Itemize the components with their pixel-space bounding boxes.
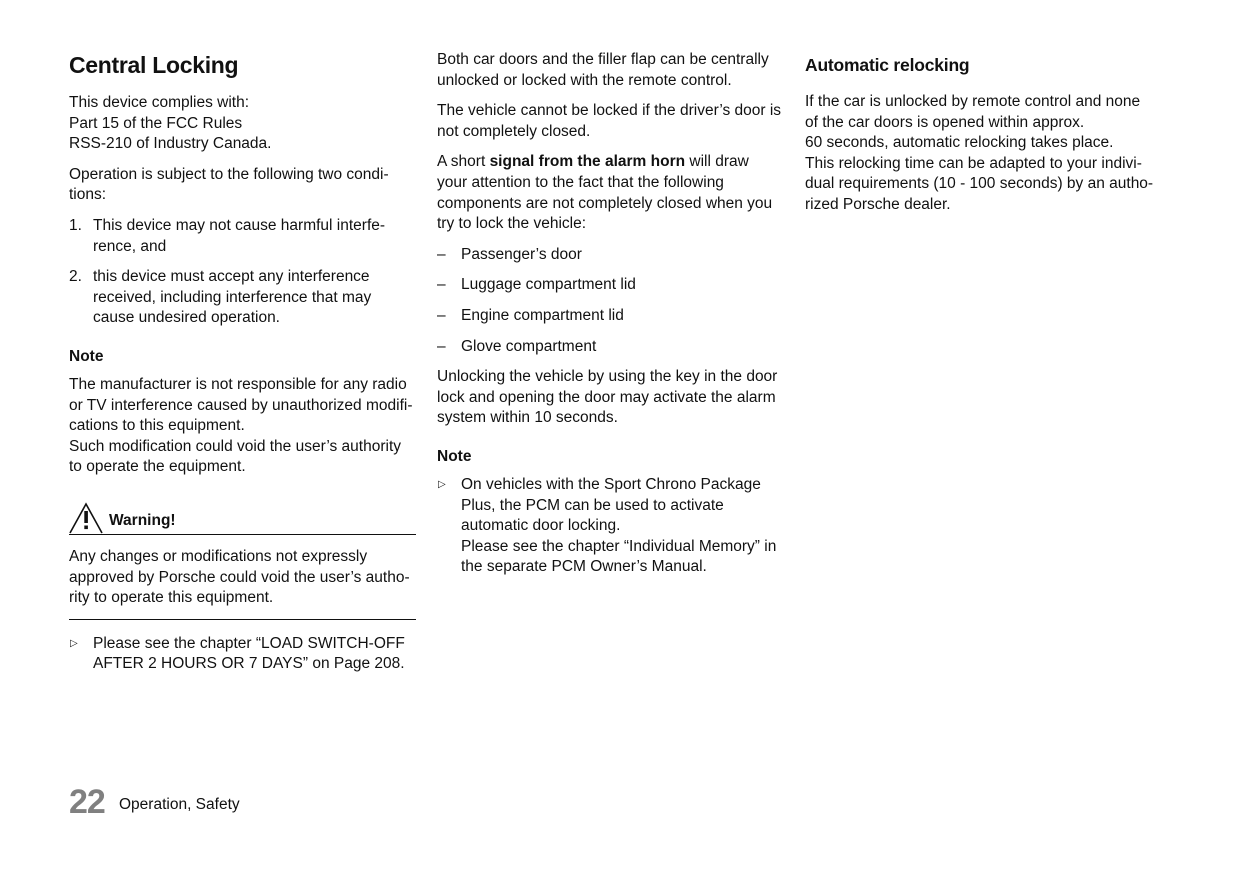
list-item-text: Luggage compartment lid bbox=[461, 276, 636, 294]
text-line: Part 15 of the FCC Rules bbox=[69, 114, 243, 132]
text-line: Please see the chapter “Individual Memory” in bbox=[461, 537, 777, 555]
text-line: system within 10 seconds. bbox=[437, 409, 618, 427]
text-line: Any changes or modifications not expressly bbox=[69, 547, 368, 565]
text-line: Please see the chapter “LOAD SWITCH-OFF bbox=[93, 634, 405, 652]
text-line: rity to operate this equipment. bbox=[69, 589, 274, 607]
note-paragraph bbox=[69, 375, 416, 478]
dash-bullet: – bbox=[437, 306, 446, 324]
text-run: A short bbox=[437, 153, 490, 171]
column-middle bbox=[437, 50, 784, 588]
text-line: received, including interference that may bbox=[93, 288, 372, 306]
text-line bbox=[437, 152, 784, 173]
dash-bullet: – bbox=[437, 245, 446, 263]
page-number: 22 bbox=[69, 783, 105, 821]
text-line: 60 seconds, automatic relocking takes place. bbox=[805, 134, 1114, 152]
text-line: This relocking time can be adapted to your indivi- bbox=[805, 154, 1142, 172]
dash-bullet: – bbox=[437, 276, 446, 294]
list-item bbox=[437, 245, 784, 266]
bold-phrase: signal from the alarm horn bbox=[489, 153, 686, 171]
text-line: cause undesired operation. bbox=[93, 309, 280, 327]
text-line: this device must accept any interference bbox=[93, 268, 370, 286]
text-line: or TV interference caused by unauthorized modifi- bbox=[69, 396, 413, 414]
list-item-text: Passenger’s door bbox=[461, 245, 582, 263]
list-item-text: Engine compartment lid bbox=[461, 306, 624, 324]
text-line: Such modification could void the user’s authority bbox=[69, 437, 402, 455]
note-list bbox=[437, 475, 784, 578]
list-item bbox=[69, 216, 416, 257]
text-line: try to lock the vehicle: bbox=[437, 215, 587, 233]
reference-item bbox=[69, 634, 416, 675]
warning-header bbox=[69, 502, 416, 535]
text-line: components are not completely closed when you bbox=[437, 194, 773, 212]
dash-bullet: – bbox=[437, 337, 446, 355]
compliance-paragraph bbox=[69, 93, 416, 155]
text-line: If the car is unlocked by remote control and none bbox=[805, 93, 1141, 110]
text-line: The manufacturer is not responsible for any radio bbox=[69, 375, 407, 393]
triangle-bullet-icon: ▷ bbox=[438, 478, 446, 490]
paragraph-alarm-horn bbox=[437, 152, 784, 234]
conditions-intro bbox=[69, 165, 416, 206]
text-line: This device may not cause harmful interfe- bbox=[93, 216, 386, 234]
note-heading: Note bbox=[437, 447, 472, 465]
warning-triangle-icon bbox=[69, 502, 105, 534]
text-line: dual requirements (10 - 100 seconds) by an autho- bbox=[805, 175, 1154, 193]
text-line: not completely closed. bbox=[437, 122, 591, 140]
text-line: your attention to the fact that the following bbox=[437, 173, 724, 191]
text-line: automatic door locking. bbox=[461, 517, 621, 535]
text-line: Operation is subject to the following two condi- bbox=[69, 165, 389, 183]
text-line: Plus, the PCM can be used to activate bbox=[461, 496, 724, 514]
relocking-paragraph bbox=[805, 92, 1157, 216]
section-heading: Automatic relocking bbox=[805, 55, 970, 75]
text-line: This device complies with: bbox=[69, 94, 250, 111]
text-line: of the car doors is opened within approx. bbox=[805, 113, 1085, 131]
list-item bbox=[437, 337, 784, 358]
paragraph-driver-door bbox=[437, 101, 784, 142]
text-line: rized Porsche dealer. bbox=[805, 195, 951, 213]
note-heading: Note bbox=[69, 347, 104, 365]
text-line: approved by Porsche could void the user’s autho- bbox=[69, 568, 410, 586]
list-item bbox=[437, 275, 784, 296]
column-left bbox=[69, 50, 416, 685]
column-right bbox=[805, 50, 1157, 226]
page-title: Central Locking bbox=[69, 52, 239, 78]
text-line: unlocked or locked with the remote control. bbox=[437, 71, 732, 89]
text-line: rence, and bbox=[93, 237, 167, 255]
paragraph-remote bbox=[437, 50, 784, 91]
conditions-list bbox=[69, 216, 416, 329]
text-line: On vehicles with the Sport Chrono Package bbox=[461, 475, 761, 493]
text-run: will draw bbox=[685, 153, 749, 171]
triangle-bullet-icon: ▷ bbox=[70, 637, 78, 649]
text-line: the separate PCM Owner’s Manual. bbox=[461, 558, 707, 576]
section-name: Operation, Safety bbox=[119, 796, 240, 813]
text-line: to operate the equipment. bbox=[69, 458, 246, 476]
warning-label: Warning! bbox=[109, 511, 176, 529]
list-item bbox=[437, 306, 784, 327]
text-line: tions: bbox=[69, 186, 107, 204]
list-number: 2. bbox=[69, 268, 82, 286]
text-line: lock and opening the door may activate the alarm bbox=[437, 388, 776, 406]
text-line: AFTER 2 HOURS OR 7 DAYS” on Page 208. bbox=[93, 655, 405, 673]
paragraph-key-unlock bbox=[437, 367, 784, 429]
warning-divider bbox=[69, 619, 416, 620]
text-line: The vehicle cannot be locked if the driver’s door is bbox=[437, 102, 782, 120]
text-line: Unlocking the vehicle by using the key in the door bbox=[437, 368, 778, 386]
list-item-text: Glove compartment bbox=[461, 337, 597, 355]
reference-list bbox=[69, 634, 416, 675]
text-line: Both car doors and the filler flap can be centrally bbox=[437, 51, 769, 68]
note-item bbox=[437, 475, 784, 578]
list-item bbox=[69, 267, 416, 329]
text-line: RSS-210 of Industry Canada. bbox=[69, 135, 272, 153]
warning-text bbox=[69, 547, 416, 609]
components-list bbox=[437, 245, 784, 357]
list-number: 1. bbox=[69, 216, 82, 234]
text-line: cations to this equipment. bbox=[69, 417, 245, 435]
